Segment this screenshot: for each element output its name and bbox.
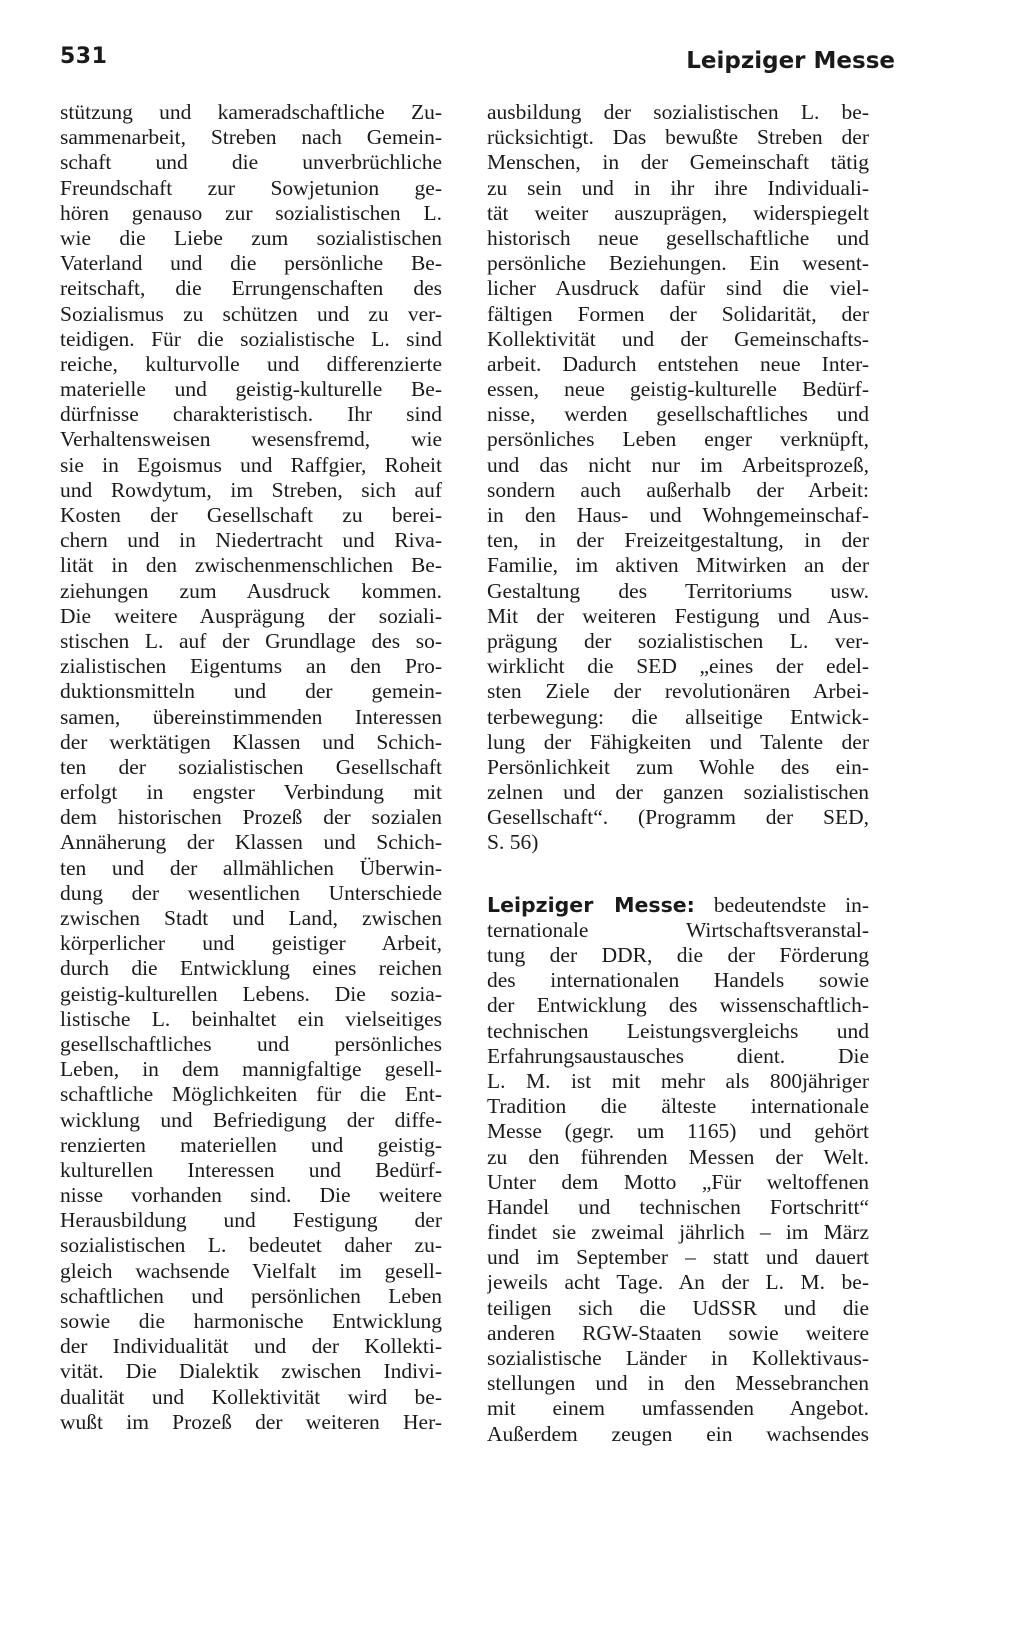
text-line: dem historischen Prozeß der sozialen [60,805,442,830]
text-line: tät weiter auszuprägen, widerspiegelt [487,200,869,225]
text-line: körperlicher und geistiger Arbeit, [60,931,442,956]
text-line: Tradition die älteste internationale [487,1094,869,1119]
text-line: Gestaltung des Territoriums usw. [487,578,869,603]
text-line: lität in den zwischenmenschlichen Be- [60,553,442,578]
text-line: S. 56) [487,830,539,855]
text-line: Messe (gegr. um 1165) und gehört [487,1119,869,1144]
text-line: chern und in Niedertracht und Riva- [60,528,442,553]
right-column [487,100,869,1447]
text-line: essen, neue geistig-kulturelle Bedürf- [487,377,869,402]
text-line: sondern auch außerhalb der Arbeit: [487,477,869,502]
entry-gap [487,856,869,893]
page-number: 531 [60,44,108,69]
text-line: dualität und Kollektivität wird be- [60,1384,442,1409]
text-line: sie in Egoismus und Raffgier, Roheit [60,452,442,477]
text-line: arbeit. Dadurch entstehen neue Inter- [487,351,869,376]
text-line: lung der Fähigkeiten und Talente der [487,729,869,754]
text-line: materielle und geistig-kulturelle Be- [60,377,442,402]
text-line: schaft und die unverbrüchliche [60,150,442,175]
text-line: sozialistische Länder in Kollektivaus- [487,1346,869,1370]
text-line: sozialistischen L. bedeutet daher zu- [60,1233,442,1258]
entry-body [487,918,869,1447]
text-line: schaftlichen und persönlichen Leben [60,1283,442,1308]
text-line: samen, übereinstimmenden Interessen [60,704,442,729]
text-line: durch die Entwicklung eines reichen [60,956,442,981]
text-line: rücksichtigt. Das bewußte Streben der [487,125,869,150]
text-line: und das nicht nur im Arbeitsprozeß, [487,452,869,477]
text-line: gesellschaftliches und persönliches [60,1031,442,1056]
text-line: ten, in der Freizeitgestaltung, in der [487,528,869,553]
text-line: Außerdem zeugen ein wachsendes [487,1421,869,1446]
entry-first-line-text: bedeutendste in- [713,892,869,917]
text-line: findet sie zweimal jährlich – im März [487,1220,869,1245]
text-line: sammenarbeit, Streben nach Gemein- [60,125,442,150]
text-line: vität. Die Dialektik zwischen Indivi- [60,1359,442,1384]
text-line: jeweils acht Tage. An der L. M. be- [487,1270,869,1295]
text-line: stellungen und in den Messebranchen [487,1371,869,1396]
text-line: sten Ziele der revolutionären Arbei- [487,679,869,704]
text-line: historisch neue gesellschaftliche und [487,225,869,250]
text-line: der Entwicklung des wissenschaftlich- [487,993,869,1018]
text-line: Handel und technischen Fortschritt“ [487,1194,869,1219]
text-line: persönliche Beziehungen. Ein wesent- [487,251,869,276]
text-line: zwischen Stadt und Land, zwischen [60,906,442,930]
text-line: geistig-kulturellen Lebens. Die sozia- [60,981,442,1006]
text-line: zelnen und der ganzen sozialistischen [487,780,869,805]
text-line: schaftliche Möglichkeiten für die Ent- [60,1082,442,1107]
text-line: anderen RGW-Staaten sowie weitere [487,1320,869,1345]
text-line: sowie die harmonische Entwicklung [60,1309,442,1333]
text-line: Leben, in dem mannigfaltige gesell- [60,1057,442,1082]
text-line: Herausbildung und Festigung der [60,1208,442,1233]
text-line: gleich wachsende Vielfalt im gesell- [60,1258,442,1283]
text-line: terbewegung: die allseitige Entwick- [487,704,869,729]
previous-entry-continuation [487,100,869,856]
text-line: Verhaltensweisen wesensfremd, wie [60,427,442,452]
text-line: und im September – statt und dauert [487,1245,869,1270]
text-line: teiligen sich die UdSSR und die [487,1295,869,1320]
text-line: Die weitere Ausprägung der soziali- [60,603,442,628]
text-line: Kollektivität und der Gemeinschafts- [487,326,869,351]
text-line: ten der sozialistischen Gesellschaft [60,754,442,779]
text-line: dürfnisse charakteristisch. Ihr sind [60,402,442,427]
text-line: Familie, im aktiven Mitwirken an der [487,553,869,578]
text-line: Erfahrungsaustausches dient. Die [487,1043,869,1068]
entry-headword: Leipziger Messe: [487,892,695,917]
text-line: Kosten der Gesellschaft zu berei- [60,503,442,527]
text-line: duktionsmitteln und der gemein- [60,679,442,704]
text-line: erfolgt in engster Verbindung mit [60,780,442,805]
text-line: listische L. beinhaltet ein vielseitiges [60,1006,442,1031]
text-line: Persönlichkeit zum Wohle des ein- [487,754,869,779]
text-line: ausbildung der sozialistischen L. be- [487,100,869,124]
text-line: persönliches Leben enger verknüpft, [487,427,869,452]
text-line: technischen Leistungsvergleichs und [487,1018,869,1043]
text-line: renzierten materiellen und geistig- [60,1132,442,1157]
text-line: ziehungen zum Ausdruck kommen. [60,578,442,603]
running-head: Leipziger Messe [686,48,895,74]
text-line: zialistischen Eigentums an den Pro- [60,654,442,679]
text-line: teidigen. Für die sozialistische L. sind [60,326,442,351]
text-line: tung der DDR, die der Förderung [487,943,869,967]
text-line: des internationalen Handels sowie [487,968,869,993]
text-line: der werktätigen Klassen und Schich- [60,729,442,754]
text-line: ternationale Wirtschaftsveranstal- [487,917,869,942]
text-line: in den Haus- und Wohngemeinschaf- [487,503,869,527]
text-line: dung der wesentlichen Unterschiede [60,880,442,905]
text-line: nisse, werden gesellschaftliches und [487,402,869,427]
text-line: Menschen, in der Gemeinschaft tätig [487,150,869,175]
text-line: Vaterland und die persönliche Be- [60,251,442,276]
text-line: wicklung und Befriedigung der diffe- [60,1107,442,1132]
text-line: wirklicht die SED „eines der edel- [487,654,869,679]
text-line: der Individualität und der Kollekti- [60,1334,442,1359]
text-line: wußt im Prozeß der weiteren Her- [60,1409,442,1434]
text-line: reitschaft, die Errungenschaften des [60,276,442,301]
left-column [60,100,442,1435]
text-line: Mit der weiteren Festigung und Aus- [487,603,869,628]
text-line: wie die Liebe zum sozialistischen [60,225,442,250]
text-line: Unter dem Motto „Für weltoffenen [487,1169,869,1194]
text-line: Gesellschaft“. (Programm der SED, [487,805,869,830]
text-line: Sozialismus zu schützen und zu ver- [60,301,442,326]
entry-first-line [487,893,869,918]
text-line: und Rowdytum, im Streben, sich auf [60,477,442,502]
text-line: stützung und kameradschaftliche Zu- [60,100,442,124]
text-line: zu sein und in ihr ihre Individuali- [487,175,869,200]
text-line: mit einem umfassenden Angebot. [487,1396,869,1421]
text-line: kulturellen Interessen und Bedürf- [60,1157,442,1182]
text-line: fältigen Formen der Solidarität, der [487,301,869,326]
text-line: ten und der allmählichen Überwin- [60,855,442,880]
text-line: prägung der sozialistischen L. ver- [487,628,869,653]
text-line: reiche, kulturvolle und differenzierte [60,351,442,376]
text-line: Freundschaft zur Sowjetunion ge- [60,175,442,200]
text-line: Annäherung der Klassen und Schich- [60,830,442,855]
text-line: L. M. ist mit mehr als 800jähriger [487,1068,869,1093]
text-line: stischen L. auf der Grundlage des so- [60,628,442,653]
text-line: licher Ausdruck dafür sind die viel- [487,276,869,301]
text-line: zu den führenden Messen der Welt. [487,1144,869,1169]
text-line: hören genauso zur sozialistischen L. [60,200,442,225]
dictionary-entry-leipziger-messe [487,893,869,1447]
text-line: nisse vorhanden sind. Die weitere [60,1183,442,1208]
